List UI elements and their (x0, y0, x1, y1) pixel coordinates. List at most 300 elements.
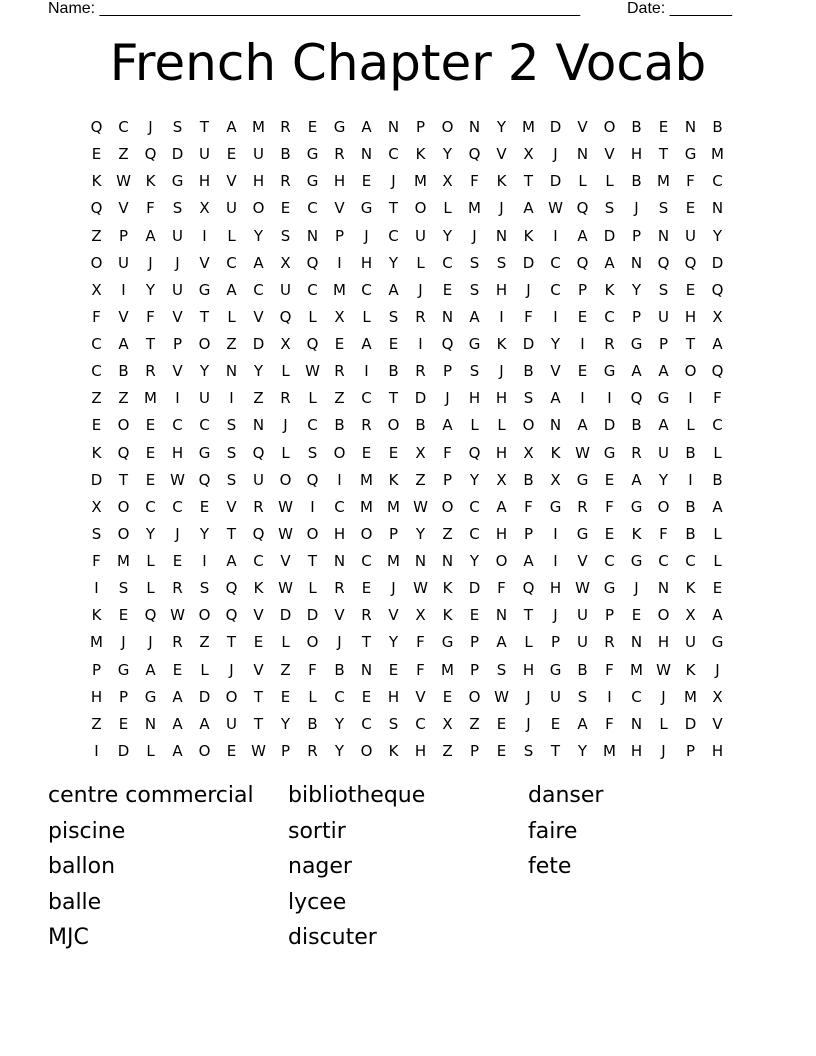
grid-letter: P (604, 606, 615, 625)
grid-letter: T (199, 118, 210, 136)
grid-letter: S (91, 524, 102, 543)
grid-letter: O (90, 253, 103, 272)
grid-letter: B (523, 362, 534, 381)
grid-letter: X (712, 687, 723, 706)
grid-letter: D (468, 579, 481, 598)
grid-letter: E (334, 335, 345, 353)
grid-letter: N (495, 226, 508, 245)
grid-letter: E (388, 660, 399, 679)
grid-letter: Z (91, 389, 102, 408)
grid-letter: D (414, 389, 427, 408)
grid-letter: Y (577, 741, 588, 760)
grid-letter: J (499, 362, 504, 381)
grid-letter: C (712, 416, 723, 435)
grid-letter: V (253, 660, 264, 679)
grid-letter: D (522, 335, 535, 353)
grid-letter: H (171, 443, 184, 462)
grid-letter: C (199, 416, 210, 435)
grid-letter: I (121, 280, 126, 299)
grid-letter: U (685, 226, 696, 245)
grid-letter: A (550, 389, 561, 408)
grid-letter: C (442, 253, 453, 272)
grid-letter: D (522, 253, 535, 272)
grid-letter: O (225, 687, 238, 706)
grid-letter: J (499, 199, 504, 218)
grid-letter: S (307, 443, 318, 462)
grid-letter: Q (225, 579, 238, 598)
grid-letter: P (280, 741, 291, 760)
grid-letter: F (416, 633, 425, 652)
grid-letter: U (577, 633, 588, 652)
grid-letter: A (172, 741, 183, 760)
grid-letter: N (360, 660, 373, 679)
grid-letter: A (172, 714, 183, 733)
grid-letter: L (308, 579, 317, 598)
grid-letter: V (280, 552, 291, 570)
grid-letter: H (495, 443, 508, 462)
grid-letter: X (91, 497, 102, 516)
grid-letter: M (387, 497, 400, 516)
date-field-label: Date: _______ (627, 0, 732, 17)
grid-letter: Q (252, 524, 265, 543)
grid-letter: F (605, 497, 614, 516)
grid-letter: N (657, 226, 670, 245)
grid-letter: M (360, 470, 373, 489)
grid-letter: A (361, 335, 372, 353)
grid-letter: T (388, 389, 399, 408)
grid-letter: Q (468, 145, 481, 164)
grid-letter: G (630, 335, 643, 353)
grid-letter: P (334, 226, 345, 245)
grid-letter: O (279, 470, 292, 489)
grid-letter: G (576, 470, 589, 489)
grid-letter: S (199, 579, 210, 598)
grid-letter: S (577, 687, 588, 706)
grid-letter: I (580, 335, 585, 353)
grid-letter: B (415, 416, 426, 435)
grid-letter: O (333, 443, 346, 462)
grid-letter: B (280, 145, 291, 164)
grid-letter: F (686, 172, 695, 191)
grid-letter: D (171, 145, 184, 164)
grid-letter: V (550, 362, 561, 381)
grid-letter: K (91, 443, 102, 462)
grid-letter: G (144, 687, 157, 706)
grid-letter: K (496, 335, 507, 353)
grid-letter: Q (144, 606, 157, 625)
grid-letter: R (415, 362, 426, 381)
grid-letter: W (116, 172, 131, 191)
grid-letter: C (307, 199, 318, 218)
grid-letter: J (634, 579, 639, 598)
grid-letter: T (253, 687, 264, 706)
grid-letter: S (523, 741, 534, 760)
grid-letter: H (198, 172, 211, 191)
grid-letter: I (418, 335, 423, 353)
grid-letter: E (145, 470, 156, 489)
grid-letter: N (144, 714, 157, 733)
grid-letter: M (387, 552, 400, 570)
grid-letter: K (496, 172, 507, 191)
grid-letter: R (307, 741, 318, 760)
grid-letter: P (415, 118, 426, 136)
grid-letter: D (198, 687, 211, 706)
grid-letter: E (118, 714, 129, 733)
grid-letter: U (253, 470, 264, 489)
grid-letter: P (577, 280, 588, 299)
grid-letter: K (604, 280, 615, 299)
grid-letter: U (199, 145, 210, 164)
grid-letter: C (388, 145, 399, 164)
grid-letter: U (685, 633, 696, 652)
grid-letter: Y (712, 226, 723, 245)
grid-letter: M (441, 660, 454, 679)
grid-letter: N (468, 118, 481, 136)
grid-letter: P (91, 660, 102, 679)
grid-letter: U (415, 226, 426, 245)
grid-letter: Z (226, 335, 237, 353)
grid-letter: R (280, 118, 291, 136)
grid-letter: N (414, 552, 427, 570)
grid-letter: L (146, 741, 155, 760)
grid-letter: C (226, 253, 237, 272)
grid-letter: B (307, 714, 318, 733)
grid-letter: C (361, 714, 372, 733)
grid-letter: C (334, 497, 345, 516)
grid-letter: J (337, 633, 342, 652)
grid-letter: O (441, 497, 454, 516)
grid-letter: X (91, 280, 102, 299)
grid-letter: S (604, 199, 615, 218)
grid-letter: L (281, 443, 290, 462)
grid-letter: Q (198, 470, 211, 489)
word-search-grid (83, 114, 731, 765)
grid-letter: J (121, 633, 126, 652)
word-list-item: danser (528, 783, 604, 808)
grid-letter: C (361, 280, 372, 299)
grid-letter: H (333, 172, 346, 191)
grid-letter: K (415, 145, 426, 164)
grid-letter: G (468, 335, 481, 353)
grid-letter: U (118, 253, 129, 272)
grid-letter: C (550, 280, 561, 299)
grid-letter: E (361, 579, 372, 598)
grid-letter: P (523, 524, 534, 543)
grid-letter: P (685, 741, 696, 760)
grid-letter: V (415, 687, 426, 706)
grid-letter: A (442, 416, 453, 435)
grid-letter: A (604, 253, 615, 272)
grid-letter: C (685, 552, 696, 570)
grid-letter: Z (334, 389, 345, 408)
grid-letter: I (553, 307, 558, 326)
grid-letter: W (170, 606, 185, 625)
grid-letter: A (361, 118, 372, 136)
grid-letter: L (416, 253, 425, 272)
grid-letter: P (550, 633, 561, 652)
grid-letter: Q (117, 443, 130, 462)
grid-letter: D (603, 416, 616, 435)
grid-letter: F (470, 172, 479, 191)
grid-letter: A (172, 687, 183, 706)
grid-letter: A (631, 362, 642, 381)
grid-letter: P (388, 524, 399, 543)
word-list-item: centre commercial (48, 783, 254, 808)
grid-letter: E (361, 687, 372, 706)
grid-letter: J (526, 280, 531, 299)
grid-letter: Y (334, 741, 345, 760)
grid-letter: H (495, 389, 508, 408)
grid-letter: O (468, 687, 481, 706)
grid-letter: T (307, 552, 318, 570)
grid-letter: Z (280, 660, 291, 679)
grid-letter: X (442, 172, 453, 191)
grid-letter: S (388, 714, 399, 733)
grid-letter: X (712, 307, 723, 326)
grid-letter: K (91, 172, 102, 191)
grid-letter: I (202, 226, 207, 245)
grid-letter: H (252, 172, 265, 191)
grid-letter: N (252, 416, 265, 435)
grid-letter: B (631, 172, 642, 191)
grid-letter: P (469, 660, 480, 679)
grid-letter: A (253, 253, 264, 272)
grid-letter: I (553, 226, 558, 245)
grid-letter: C (145, 497, 156, 516)
grid-letter: R (280, 172, 291, 191)
grid-letter: V (577, 118, 588, 136)
grid-letter: L (281, 362, 290, 381)
grid-letter: G (684, 145, 697, 164)
grid-letter: R (172, 579, 183, 598)
grid-letter: C (469, 497, 480, 516)
grid-letter: B (334, 660, 345, 679)
grid-letter: W (548, 199, 563, 218)
grid-letter: I (688, 389, 693, 408)
grid-letter: P (469, 633, 480, 652)
grid-letter: O (657, 606, 670, 625)
grid-letter: Y (658, 470, 669, 489)
grid-letter: B (631, 118, 642, 136)
grid-letter: J (283, 416, 288, 435)
grid-letter: J (526, 714, 531, 733)
grid-letter: R (577, 497, 588, 516)
grid-letter: N (225, 362, 238, 381)
grid-letter: T (388, 199, 399, 218)
grid-letter: V (253, 307, 264, 326)
grid-letter: H (630, 145, 643, 164)
grid-letter: E (172, 552, 183, 570)
grid-letter: T (523, 606, 534, 625)
grid-letter: O (198, 741, 211, 760)
grid-letter: I (175, 389, 180, 408)
grid-letter: R (361, 606, 372, 625)
grid-letter: E (253, 633, 264, 652)
grid-letter: Y (415, 524, 426, 543)
grid-letter: B (685, 497, 696, 516)
grid-letter: E (280, 687, 291, 706)
grid-letter: E (199, 497, 210, 516)
grid-letter: K (91, 606, 102, 625)
grid-letter: S (469, 362, 480, 381)
grid-letter: F (524, 497, 533, 516)
grid-letter: O (684, 362, 697, 381)
grid-letter: F (92, 552, 101, 570)
grid-letter: V (118, 199, 129, 218)
grid-letter: E (145, 443, 156, 462)
grid-letter: T (226, 524, 237, 543)
grid-letter: J (661, 741, 666, 760)
grid-letter: S (469, 280, 480, 299)
grid-letter: R (415, 307, 426, 326)
grid-letter: W (494, 687, 509, 706)
grid-letter: U (658, 443, 669, 462)
grid-letter: V (172, 362, 183, 381)
grid-letter: R (631, 443, 642, 462)
grid-letter: Y (253, 226, 264, 245)
grid-letter: A (577, 714, 588, 733)
grid-letter: P (118, 687, 129, 706)
grid-letter: V (577, 552, 588, 570)
grid-letter: V (334, 199, 345, 218)
grid-letter: E (91, 145, 102, 164)
grid-letter: F (146, 199, 155, 218)
grid-letter: D (549, 172, 562, 191)
grid-letter: G (306, 145, 319, 164)
grid-letter: E (685, 199, 696, 218)
grid-letter: C (469, 524, 480, 543)
grid-letter: G (603, 579, 616, 598)
grid-letter: P (118, 226, 129, 245)
grid-letter: E (496, 741, 507, 760)
grid-letter: H (495, 524, 508, 543)
grid-letter: O (414, 199, 427, 218)
grid-letter: A (631, 470, 642, 489)
grid-letter: E (577, 307, 588, 326)
grid-letter: O (495, 552, 508, 570)
grid-letter: E (577, 362, 588, 381)
grid-letter: C (307, 280, 318, 299)
grid-letter: C (361, 552, 372, 570)
grid-letter: G (549, 660, 562, 679)
grid-letter: N (333, 552, 346, 570)
word-list-item: faire (528, 818, 578, 844)
grid-letter: R (334, 145, 345, 164)
grid-letter: J (526, 687, 531, 706)
word-list-item: balle (48, 889, 102, 915)
grid-letter: D (252, 335, 265, 353)
grid-letter: V (172, 307, 183, 326)
grid-letter: H (90, 687, 103, 706)
grid-letter: O (198, 606, 211, 625)
grid-letter: L (713, 443, 722, 462)
grid-letter: U (577, 606, 588, 625)
grid-letter: J (553, 145, 558, 164)
grid-letter: M (144, 389, 157, 408)
grid-letter: I (607, 389, 612, 408)
grid-letter: Z (469, 714, 480, 733)
grid-letter: Y (469, 470, 480, 489)
grid-letter: L (497, 416, 506, 435)
grid-letter: A (712, 606, 723, 625)
grid-letter: N (711, 199, 724, 218)
grid-letter: J (175, 524, 180, 543)
grid-letter: A (523, 199, 534, 218)
grid-letter: P (442, 470, 453, 489)
grid-letter: T (118, 470, 129, 489)
grid-letter: V (118, 307, 129, 326)
grid-letter: N (630, 714, 643, 733)
grid-letter: I (310, 497, 315, 516)
grid-letter: E (280, 199, 291, 218)
grid-letter: I (499, 307, 504, 326)
grid-letter: D (684, 714, 697, 733)
grid-letter: E (604, 524, 615, 543)
grid-letter: G (711, 633, 724, 652)
word-list-item: nager (288, 854, 352, 880)
grid-letter: E (388, 335, 399, 353)
grid-letter: L (308, 687, 317, 706)
grid-letter: N (657, 579, 670, 598)
grid-letter: M (468, 199, 481, 218)
grid-letter: X (442, 714, 453, 733)
grid-letter: G (360, 199, 373, 218)
grid-letter: T (199, 307, 210, 326)
grid-letter: Q (576, 253, 589, 272)
grid-letter: M (252, 118, 265, 136)
grid-letter: Y (631, 280, 642, 299)
grid-letter: P (658, 335, 669, 353)
grid-letter: J (364, 226, 369, 245)
word-list-item: sortir (288, 818, 346, 844)
grid-letter: Y (280, 714, 291, 733)
grid-letter: T (253, 714, 264, 733)
grid-letter: R (145, 362, 156, 381)
grid-letter: V (388, 606, 399, 625)
grid-letter: L (605, 172, 614, 191)
grid-letter: C (91, 335, 102, 353)
grid-letter: O (387, 416, 400, 435)
grid-letter: Y (145, 280, 156, 299)
grid-letter: L (578, 172, 587, 191)
grid-letter: C (253, 280, 264, 299)
grid-letter: U (253, 145, 264, 164)
grid-letter: K (523, 226, 534, 245)
grid-letter: B (334, 416, 345, 435)
grid-letter: Q (468, 443, 481, 462)
grid-letter: Q (225, 606, 238, 625)
grid-letter: E (361, 443, 372, 462)
grid-letter: M (657, 172, 670, 191)
grid-letter: G (630, 552, 643, 570)
grid-letter: G (549, 497, 562, 516)
grid-letter: K (145, 172, 156, 191)
grid-letter: M (603, 741, 616, 760)
grid-letter: V (199, 253, 210, 272)
grid-letter: B (118, 362, 129, 381)
grid-letter: V (334, 606, 345, 625)
grid-letter: H (684, 307, 697, 326)
grid-letter: B (523, 470, 534, 489)
grid-letter: L (659, 714, 668, 733)
grid-letter: Q (90, 199, 103, 218)
grid-letter: C (307, 416, 318, 435)
grid-letter: T (550, 741, 561, 760)
grid-letter: Q (630, 389, 643, 408)
word-list-item: MJC (48, 925, 89, 951)
grid-letter: N (495, 606, 508, 625)
grid-letter: T (361, 633, 372, 652)
